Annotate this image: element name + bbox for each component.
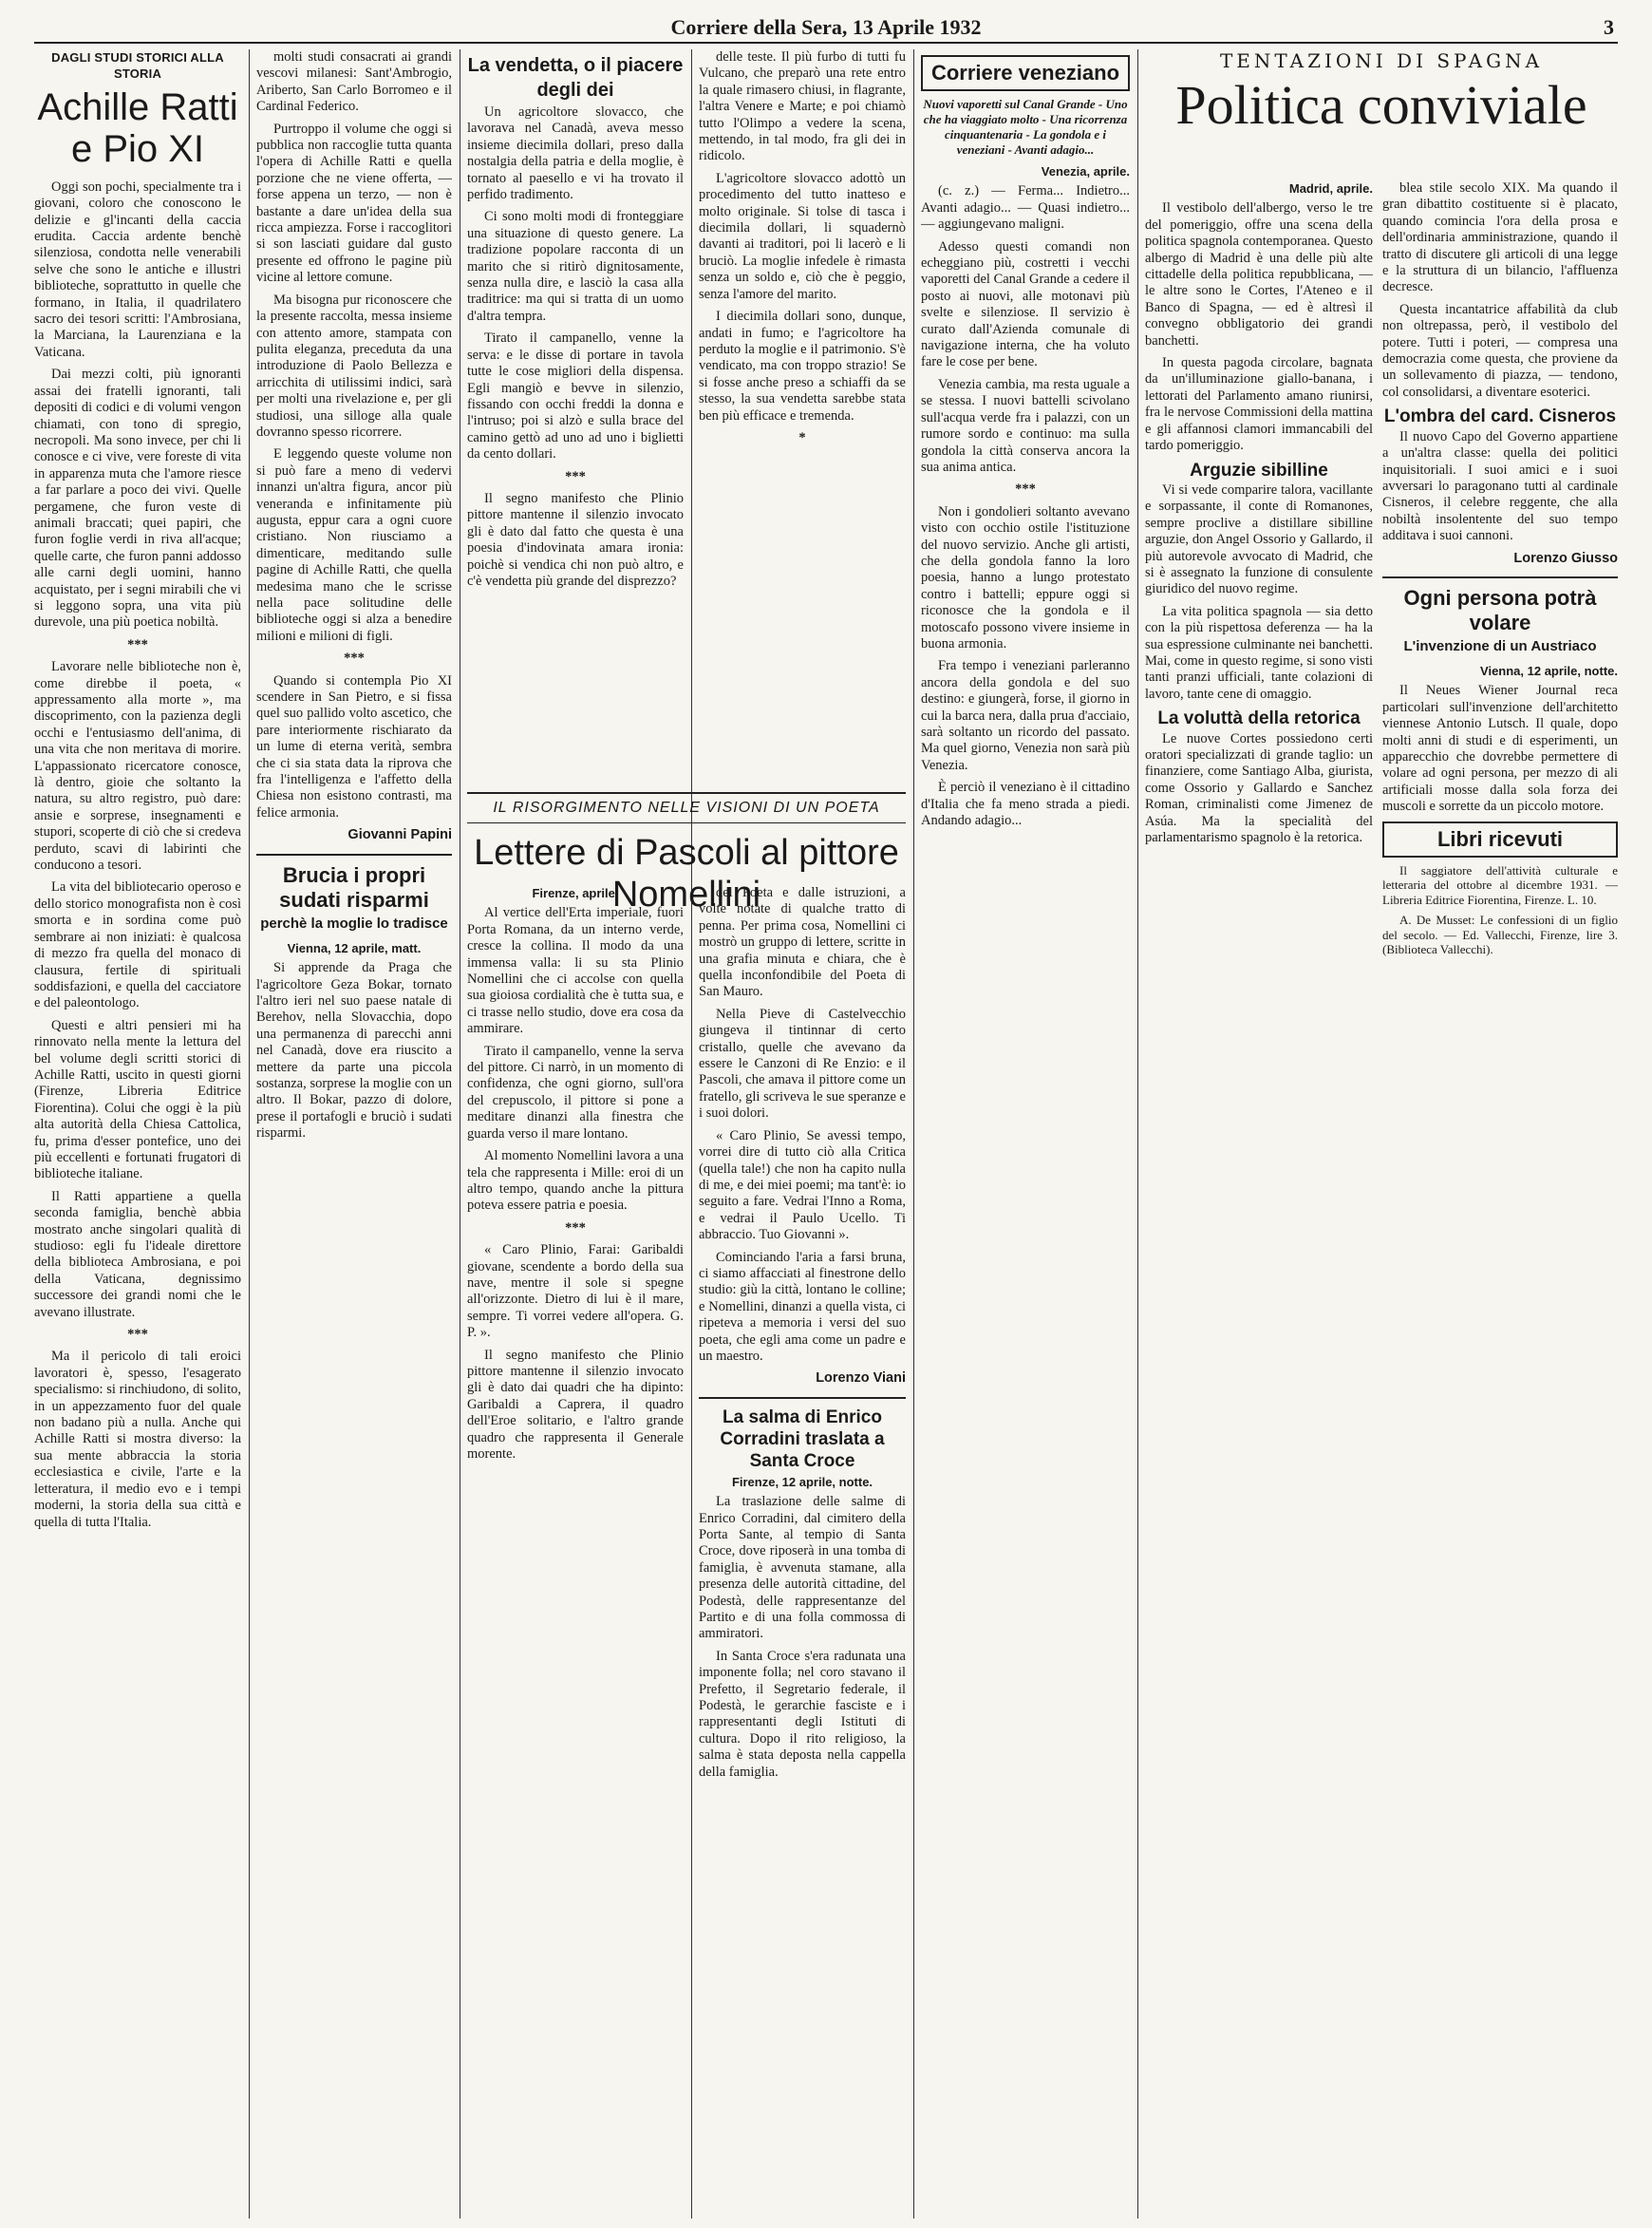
article-corriere-veneziano xyxy=(921,49,1130,2219)
paragraph: Oggi son pochi, specialmente tra i giovani, coloro che conoscono le delizie e gl'incanti della caccia erudita. Caccia ardente benchè silenziosa, condotta nelle venerabili selve che sono le antiche e illustri biblioteche, soprattutto in quelle che formano, in Italia, il quadrilatero sacro dei tesori scritti: l'Ambrosiana, la Marciana, la Laurenziana e la Vaticana. xyxy=(34,179,241,360)
paragraph: del Poeta e dalle istruzioni, a volte notate di qualche tratto di penna. Per prima cosa, Nomellini ci mostrò un gruppo di lettere, scritte in una grafia minuta e chiara, che è quella inconfondibile del Poeta di San Mauro. xyxy=(699,885,906,1000)
paragraph: « Caro Plinio, Se avessi tempo, vorrei dire di tutto ciò alla Critica (quella tale!) che non ha capito nulla di me, e dei miei poemi; ma tant'è: io seguito a fare. Vedrai l'Inno a Roma, e vedrai il Paulo Ucello. Ti abbraccio. Tuo Giovanni ». xyxy=(699,1127,906,1243)
paragraph: Il Neues Wiener Journal reca particolari sull'invenzione dell'architetto viennese Antonio Lutsch. Il quale, dopo molti anni di studi e di esperimenti, un apparecchio che dovrebbe permettere di volare ad ogni persona, per mezzo di ali artificiali mosse dalla sola forza dei muscoli e sorrette da un piccolo motore. xyxy=(1382,683,1618,815)
column-divider xyxy=(913,49,914,2219)
paragraph: È perciò il veneziano è il cittadino d'Italia che fa meno strada a piedi. Andando adagio... xyxy=(921,780,1130,829)
paragraph: Purtroppo il volume che oggi si pubblica non raccoglie tutta quanta l'opera di Achille Ratti e quella porzione che ne viene offerta, — forse appena un terzo, — non è bastante a dare un'idea della sua ricca ampiezza. Forse i raccoglitori si son lasciati guidare dal gusto presente ed offrono le pagine più vicine al lettore comune. xyxy=(256,121,452,286)
section-band: IL RISORGIMENTO NELLE VISIONI DI UN POETA xyxy=(467,792,906,823)
column-divider xyxy=(691,49,692,2219)
books-title: Libri ricevuti xyxy=(1436,826,1564,851)
dateline: Vienna, 12 aprile, notte. xyxy=(1480,663,1618,678)
article-subheadline: L'invenzione di un Austriaco xyxy=(1403,637,1597,654)
separator-stars: *** xyxy=(565,468,586,484)
dateline: Firenze, 12 aprile, notte. xyxy=(731,1474,873,1489)
paragraph: Un agricoltore slovacco, che lavorava nel Canadà, aveva messo insieme diecimila dollari, preso dalla nostalgia della patria e della moglie, è tornato al paesello e vi ha trovato il perfido tradimento. xyxy=(467,104,684,203)
article-ratti xyxy=(34,49,241,2219)
paragraph: Il segno manifesto che Plinio pittore mantenne il silenzio invocato gli è dato dal fatto che questa è una poesia d'indovinata amara ironia: poichè si vendica chi non può altro, e c'è vendetta più grande del disprezzo? xyxy=(467,490,684,589)
paragraph: Venezia cambia, ma resta uguale a se stessa. I nuovi battelli scivolano sull'acqua verde fra i palazzi, con un rumore sordo e continuo: ma sulla gondola la città conserva ancora la sua anima antica. xyxy=(921,376,1130,475)
masthead xyxy=(34,9,1618,44)
paragraph: E leggendo queste volume non si può fare a meno di vedervi innanzi un'altra figura, ancor più veneranda e infinitamente più augusta, eppur cara a ogni cuore cristiano. Non riusciamo a dimenticare, meditando sulle pagine di Achille Ratti, che quella medesima mano che le scrisse nella pace solitudine delle biblioteche oggi si alza a benedire milioni e milioni di figli. xyxy=(256,446,452,644)
rule xyxy=(1382,576,1618,578)
section-title: TENTAZIONI DI SPAGNA xyxy=(1219,49,1544,72)
article-politica-conviviale xyxy=(1145,180,1373,2219)
column-divider xyxy=(249,49,250,2219)
paragraph: Dai mezzi colti, più ignoranti assai dei fratelli ignoranti, tali depositi di codici e di volumi vengon chiamati, con tono di spregio, necropoli. Ma sono invece, per chi li conosce e ci vive, vere foreste di vita in apparenza muta che l'amore riesce a far parlare a poco dei vivi. Quelle pergamene, che furon veste di animali braccati; quei papiri, che furon foglie verdi in riva all'acque; quelle carte, che furon panni addosso alle carni degli uomini, hanno acquistato, per i segni mirabili che vi si leggono sopra, una vita più durevole, una più poetica nobiltà. xyxy=(34,367,241,631)
separator-stars: *** xyxy=(344,651,365,667)
paragraph: Quando si contempla Pio XI scendere in San Pietro, e si fissa quel suo pallido volto ascetico, che pare interiormente rischiarato da un lume di eterna verità, sembra che ci sia stata data la riprova che fra l'intelligenza e l'affetto della Chiesa non esistono contrasti, ma felice armonia. xyxy=(256,672,452,821)
paragraph: I diecimila dollari sono, dunque, andati in fumo; e l'agricoltore ha perduto la moglie e il patrimonio. S'è vendicato, ma con troppo strazio! Se si fosse anche preso a schiaffi da se stesso, la sua vendetta sarebbe stata ben più efficace e tremenda. xyxy=(699,309,906,424)
paragraph: Il nuovo Capo del Governo appartiene a un'altra classe: quella dei politici inquisitoriali. I suoi amici e i suoi avversari lo paragonano tutti al cardinale Cisneros, il celebre reggente, che alla nobiltà insolentente del suo tempo additava i suoi cannoni. xyxy=(1382,428,1618,544)
article-kicker: DAGLI STUDI STORICI ALLA STORIA xyxy=(51,50,224,82)
article-vendetta xyxy=(467,49,684,781)
paragraph: Il segno manifesto che Plinio pittore mantenne il silenzio invocato gli è dato dai quadri che ha dipinto: Garibaldi a Caprera, il quadro dell'Eroe solitario, e l'altro grande quadro che rappresenta il Generale morente. xyxy=(467,1347,684,1462)
paragraph: La vita politica spagnola — sia detto con la più rispettosa deferenza — ha la sua espressione culminante nei banchetti. Mai, come in questo regime, si sono visti tanti pranzi ufficiali, tante colazioni di lavoro, tante cene di omaggio. xyxy=(1145,603,1373,702)
article-subheadline: perchè la moglie lo tradisce xyxy=(260,915,448,932)
article-vendetta-continued xyxy=(699,49,906,781)
paragraph: In questa pagoda circolare, bagnata da un'illuminazione giallo-banana, i lettorati del Parlamento amano riunirsi, fra le nervose Commissioni della mattina e gli affannosi clamori immancabili del tardo pomeriggio. xyxy=(1145,355,1373,454)
paragraph: L'agricoltore slovacco adottò un procedimento del tutto inatteso e molto originale. Si tolse di tasca i diecimila dollari, li squadernò davanti ai traditori, poi li lacerò e li bruciò. La moglie infedele è rimasta senza un soldo e, ciò che è peggio, senza l'amore del marito. xyxy=(699,170,906,302)
paragraph: Ma bisogna pur riconoscere che la presente raccolta, messa insieme con attento amore, stampata con pulita eleganza, preceduta da una introduzione di Paolo Bellezza e arricchita di utilissimi indici, sarà per molti una rivelazione e, per gli studiosi, una silloge alla quale dovranno spesso ricorrere. xyxy=(256,292,452,440)
column-title: Corriere veneziano xyxy=(930,61,1120,85)
paragraph: Nella Pieve di Castelvecchio giungeva il tintinnar di certo cristallo, quelle che avevano da essere le Canzoni di Re Enzio: e il Pascoli, che amava il pittore come un fratello, gli scriveva le sue speranze e i suoi dolori. xyxy=(699,1006,906,1122)
dateline: Venezia, aprile. xyxy=(1041,164,1130,179)
paragraph: Questi e altri pensieri mi ha rinnovato nella mente la lettura del bel volume degli scritti storici di Achille Ratti, uscito in questi giorni (Firenze, Libreria Editrice Fiorentina). Colui che oggi è la più alta autorità della Chiesa Cattolica, fu, prima d'esser pontefice, uno dei più eccellenti e fortunati frugatori di biblioteche italiane. xyxy=(34,1017,241,1182)
paragraph: La traslazione delle salme di Enrico Corradini, dal cimitero della Porta Sante, al tempio di Santa Croce, dove riposerà in una tomba di famiglia, è avvenuta stamane, alla presenza delle autorità cittadine, del Podestà, delle rappresentanze del Partito e di una folla commossa di ammiratori. xyxy=(699,1494,906,1642)
rule xyxy=(256,854,452,856)
paragraph: Ma il pericolo di tali eroici lavoratori è, spesso, l'esagerato specialismo: si rinchiudono, di solito, in un appezzamento fuor del quale non badano più a nulla. Anche qui Achille Ratti si mostra diverso: la sua mente abbraccia la storia ecclesiastica e civile, l'arte e la letteratura, il medio evo e i tempi moderni, la storia della sua città e quella di tutta l'Italia. xyxy=(34,1349,241,1530)
column-title-box xyxy=(921,55,1130,91)
dateline: Firenze, aprile. xyxy=(532,886,619,900)
paragraph: Cominciando l'aria a farsi bruna, ci siamo affacciati al finestrone dello studio: giù la città, lontano le colline; e Nomellini, dinanzi a quella vista, ci ripeteva a memoria i versi del suo poeta, che egli ama come un padre e un maestro. xyxy=(699,1249,906,1364)
paragraph: Al momento Nomellini lavora a una tela che rappresenta i Mille: eroi di un altro tempo, quando anche la pittura poteva essere patria e poesia. xyxy=(467,1148,684,1214)
paragraph: Il Ratti appartiene a quella seconda famiglia, benchè abbia mostrato anche singolari qualità di studioso: egli fu l'ideale direttore della biblioteca Ambrosiana, e poi della Vaticana, degnissimo successore dei grandi nomi che le avevano illustrate. xyxy=(34,1188,241,1320)
paragraph: Lavorare nelle biblioteche non è, come direbbe il poeta, « appressamento alla morte », ma discoprimento, con la pazienza degli occhi e l'entusiasmo dell'anima, di una vita che non meritava di morire. L'appassionato ricercatore conosce, là dentro, gioie che soltanto la natura, su altro registro, può dare: ansie e sorprese, insegnamenti e stupori, scoperte di ciò che si credeva perduto, scavi di labirinti che conducono a tesori. xyxy=(34,659,241,874)
article-headline: Achille Ratti e Pio XI xyxy=(37,85,238,170)
author-signature: Lorenzo Viani xyxy=(816,1370,906,1387)
author-signature: Lorenzo Giusso xyxy=(1513,550,1618,566)
article-headline: La salma di Enrico Corradini traslata a Santa Croce xyxy=(720,1407,885,1471)
article-politica-conviviale-continued xyxy=(1382,180,1618,2219)
article-headline: La vendetta, o il piacere degli dei xyxy=(467,55,684,101)
paragraph: Questa incantatrice affabilità da club non oltrepassa, però, il vestibolo del potere. Tutti i poteri, — compresa una democrazia come questa, che proviene da un sollevamento di piazza, — tendono, col consolidarsi, a diventare esoterici. xyxy=(1382,301,1618,400)
subheading: La voluttà della retorica xyxy=(1157,708,1361,729)
rule xyxy=(699,1397,906,1399)
dateline: Vienna, 12 aprile, matt. xyxy=(287,940,422,955)
separator-asterisk: * xyxy=(798,429,806,445)
paragraph: Il vestibolo dell'albergo, verso le tre del pomeriggio, offre una scena della politica spagnola contemporanea. Questo albergo di Madrid è una delle più alte cittadelle della politica repubblicana, — le altre sono le Cortes, l'Ateneo e il Banco di Spagna, — ed è altresì il convegno obbligatorio dei grandi banchetti. xyxy=(1145,200,1373,349)
article-subtitle: Nuovi vaporetti sul Canal Grande - Uno che ha viaggiato molto - Una ricorrenza cinquantenaria - La gondola e i veneziani - Avanti adagio... xyxy=(923,97,1128,157)
article-ratti-continued xyxy=(256,49,452,2219)
separator-stars: *** xyxy=(565,1219,586,1236)
author-signature: Giovanni Papini xyxy=(347,827,452,843)
separator-stars: *** xyxy=(1015,481,1036,498)
paragraph: Ci sono molti modi di fronteggiare una situazione di questo genere. La tradizione popolare racconta di un marito che si ritirò dignitosamente, senza nulla dire, e lasciò la casa alla traditrice: ma qui si tratta di un uomo d'altra tempra. xyxy=(467,209,684,324)
book-item: A. De Musset: Le confessioni di un figlio del secolo. — Ed. Vallecchi, Firenze, lire 3. (Biblioteca Vallecchi). xyxy=(1382,913,1618,957)
paragraph: Tirato il campanello, venne la serva: e le disse di portare in tavola tutte le cose migliori della dispensa. Egli mangiò e bevve in silenzio, fissando con occhi freddi la donna e l'intruso; poi si alzò e sulla brace del camino gettò ad uno ad uno i biglietti da cento dollari. xyxy=(467,330,684,463)
newspaper-name-date: Corriere della Sera, 13 Aprile 1932 xyxy=(670,15,982,39)
article-pascoli-continued xyxy=(699,885,906,2219)
article-headline: Brucia i propri sudati risparmi xyxy=(279,862,429,912)
paragraph: Le nuove Cortes possiedono certi oratori specializzati di grande taglio: un finanziere, come Santiago Alba, giurista, come Ossorio y Gallardo e Sanchez Roman, criminalisti come Jimenez de Asúa. Ma la specialità del parlamentarismo spagnolo è la retorica. xyxy=(1145,730,1373,846)
subheading: Arguzie sibilline xyxy=(1190,460,1328,481)
paragraph: Vi si vede comparire talora, vacillante e sorpassante, il conte di Romanones, sempre proclive a distillare sibilline arguzie, don Angel Ossorio y Gallardo, il più autorevole avvocato di Madrid, che si è assegnato la funzione di consulente giuridico del nuovo regime. xyxy=(1145,481,1373,597)
paragraph: In Santa Croce s'era radunata una imponente folla; nel coro stavano il Prefetto, il Segretario federale, il Podestà, le gerarchie fasciste e i rappresentanti degli Istituti di cultura. Dopo il rito religioso, la salma è stata deposta nella cappella della famiglia. xyxy=(699,1648,906,1780)
book-item: Il saggiatore dell'attività culturale e letteraria del ottobre al dicembre 1931. — Libreria Editrice Fiorentina, Firenze. L. 10. xyxy=(1382,862,1618,907)
paragraph: molti studi consacrati ai grandi vescovi milanesi: Sant'Ambrogio, Ariberto, San Carlo Borromeo e il Cardinal Federico. xyxy=(256,49,452,115)
paragraph: (c. z.) — Ferma... Indietro... Avanti adagio... — Quasi indietro... — aggiungevano maligni. xyxy=(921,183,1130,233)
paragraph: Non i gondolieri soltanto avevano visto con occhio ostile l'istituzione del nuovo servizio. Anche gli artisti, che della gondola fanno la loro poesia, hanno a lungo protestato contro i battelli; eppure oggi si riconosce che la gondola e il motoscafo possono vivere insieme in buona armonia. xyxy=(921,503,1130,651)
paragraph: blea stile secolo XIX. Ma quando il gran dibattito costituente si è placato, quando comincia l'ora della prosa e dell'ordinaria amministrazione, quando il tratto di discutere gli articoli di una legge e la struttura di un bilancio, l'affluenza decresce. xyxy=(1382,180,1618,295)
paragraph: « Caro Plinio, Farai: Garibaldi giovane, scendente a bordo della sua nave, mentre il sole si spegne all'orizzonte. Dietro di lui è il mare, sempre. Ti vorrei vedere all'opera. G. P. ». xyxy=(467,1242,684,1341)
books-box xyxy=(1382,821,1618,858)
paragraph: Tirato il campanello, venne la serva del pittore. Ci narrò, in un momento di confidenza, che ogni giorno, sull'ora del crepuscolo, il pittore si pone a meditare dinanzi alla finestra che guarda verso il mare lontano. xyxy=(467,1043,684,1142)
spain-header xyxy=(1145,49,1618,146)
paragraph: Al vertice dell'Erta imperiale, fuori Porta Romana, da un interno verde, cresce la collina. Il modo da una immensa valla: li su sta Plinio Nomellini che ci accolse con quella sua gioiosa cordialità che è tutta sua, e ci trasse nello studio, dove era cosa da ammirare. xyxy=(467,905,684,1037)
dateline: Madrid, aprile. xyxy=(1288,181,1373,196)
article-headline: Lettere di Pascoli al pittore Nomellini xyxy=(474,833,899,915)
subheading: L'ombra del card. Cisneros xyxy=(1383,406,1617,427)
paragraph: Fra tempo i veneziani parleranno ancora della gondola e del suo destino: e giungerà, forse, il giorno in cui la barca nera, dalla prua d'acciaio, sarà soltanto un ricordo del passato. Ma quel giorno, Venezia non sarà più Venezia. xyxy=(921,658,1130,773)
paragraph: Adesso questi comandi non echeggiano più, costretti i vecchi vaporetti del Canal Grande a cedere il posto ai nuovi, alle motonavi più svelte e silenziose. Il servizio è curato dall'Azienda comunale di navigazione interna, che ha voluto fare le cose per bene. xyxy=(921,238,1130,370)
separator-stars: *** xyxy=(127,636,148,652)
separator-stars: *** xyxy=(127,1327,148,1343)
page-number: 3 xyxy=(1604,15,1614,39)
paragraph: Si apprende da Praga che l'agricoltore Geza Bokar, tornato l'altro ieri nel suo paese natale di Berehov, nella Slovacchia, dopo una permanenza di parecchi anni nel Canadà, dove era riuscito a mettere da parte una piccola sostanza, sorprese la moglie con un altro. Il Bokar, pazzo di dolore, prese il portafogli e bruciò i sudati risparmi. xyxy=(256,960,452,1142)
column-divider xyxy=(1137,49,1138,2219)
paragraph: delle teste. Il più furbo di tutti fu Vulcano, che preparò una rete entro la quale rimasero chiusi, in flagrante, l'altra Venere e Marte; e poi chiamò tutto l'Olimpo a vedere la scena, mettendo, in tal modo, fra gli dei in ridicolo. xyxy=(699,49,906,164)
paragraph: La vita del bibliotecario operoso e dello storico monografista non è così smorta e in sordina come può sembrare ai non iniziati: è qualcosa di mezzo fra quella del monaco di clausura, fertile di spirituali soddisfazioni, e quella del cacciatore e del paleontologo. xyxy=(34,879,241,1011)
article-pascoli xyxy=(467,885,684,2219)
article-headline: Ogni persona potrà volare xyxy=(1403,585,1597,634)
article-headline: Politica conviviale xyxy=(1175,74,1587,136)
